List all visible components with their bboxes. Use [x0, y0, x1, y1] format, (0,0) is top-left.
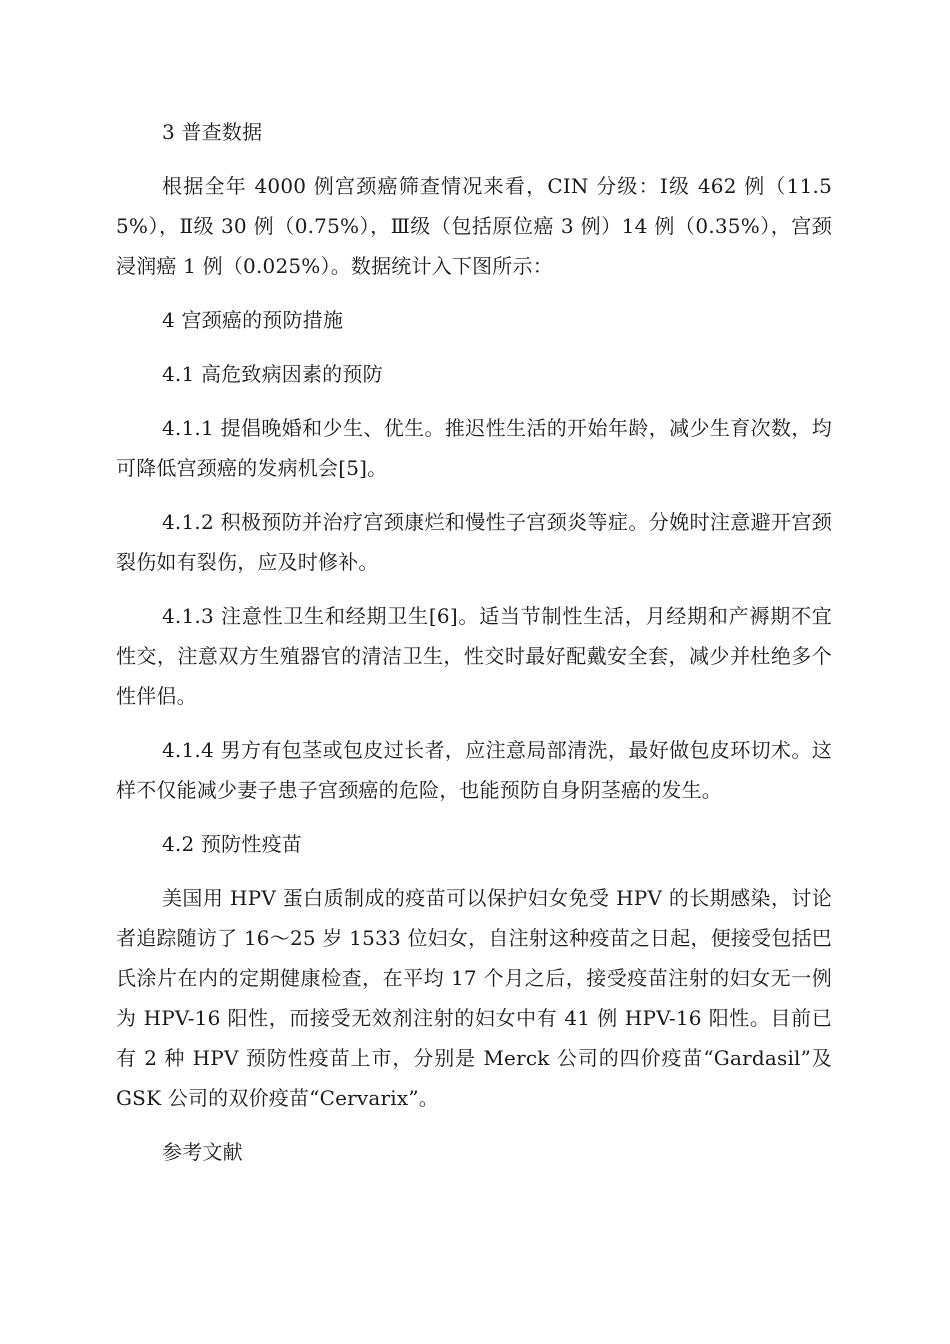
section-3-paragraph: 根据全年 4000 例宫颈癌筛查情况来看，CIN 分级：Ⅰ级 462 例（11.55%），Ⅱ级 30 例（0.75%），Ⅲ级（包括原位癌 3 例）14 例（0.35%），宫颈浸润癌 1 例（0.025%）。数据统计入下图所示：: [116, 174, 832, 278]
section-4-heading: 4 宫颈癌的预防措施: [162, 308, 344, 332]
section-3-heading: 3 普查数据: [162, 120, 263, 144]
section-4-2-paragraph: 美国用 HPV 蛋白质制成的疫苗可以保护妇女免受 HPV 的长期感染，讨论者追踪随访了 16～25 岁 1533 位妇女，自注射这种疫苗之日起，便接受包括巴氏涂片在内的定期健康检查，在平均 17 个月之后，接受疫苗注射的妇女无一例为 HPV-16 阳性，而接受无效剂注射的妇女中有 41 例 HPV-16 阳性。目前已有 2 种 HPV 预防性疫苗上市，分别是 Merck 公司的四价疫苗“Gardasil”及 GSK 公司的双价疫苗“Cervarix”。: [116, 886, 832, 1110]
item-4-1-3-paragraph: 4.1.3 注意性卫生和经期卫生[6]。适当节制性生活，月经期和产褥期不宜性交，注意双方生殖器官的清洁卫生，性交时最好配戴安全套，减少并杜绝多个性伴侣。: [116, 604, 832, 708]
item-4-1-4-paragraph: 4.1.4 男方有包茎或包皮过长者，应注意局部清洗，最好做包皮环切术。这样不仅能减少妻子患子宫颈癌的危险，也能预防自身阴茎癌的发生。: [116, 738, 832, 802]
section-4-1-heading: 4.1 高危致病因素的预防: [162, 362, 383, 386]
item-4-1-1-paragraph: 4.1.1 提倡晚婚和少生、优生。推迟性生活的开始年龄，减少生育次数，均可降低宫颈癌的发病机会[5]。: [116, 416, 832, 480]
section-4-2-heading: 4.2 预防性疫苗: [162, 832, 302, 856]
document-body: [116, 112, 832, 1186]
references-heading: 参考文献: [162, 1140, 243, 1164]
item-4-1-2-paragraph: 4.1.2 积极预防并治疗宫颈康烂和慢性子宫颈炎等症。分娩时注意避开宫颈裂伤如有裂伤，应及时修补。: [116, 510, 832, 574]
